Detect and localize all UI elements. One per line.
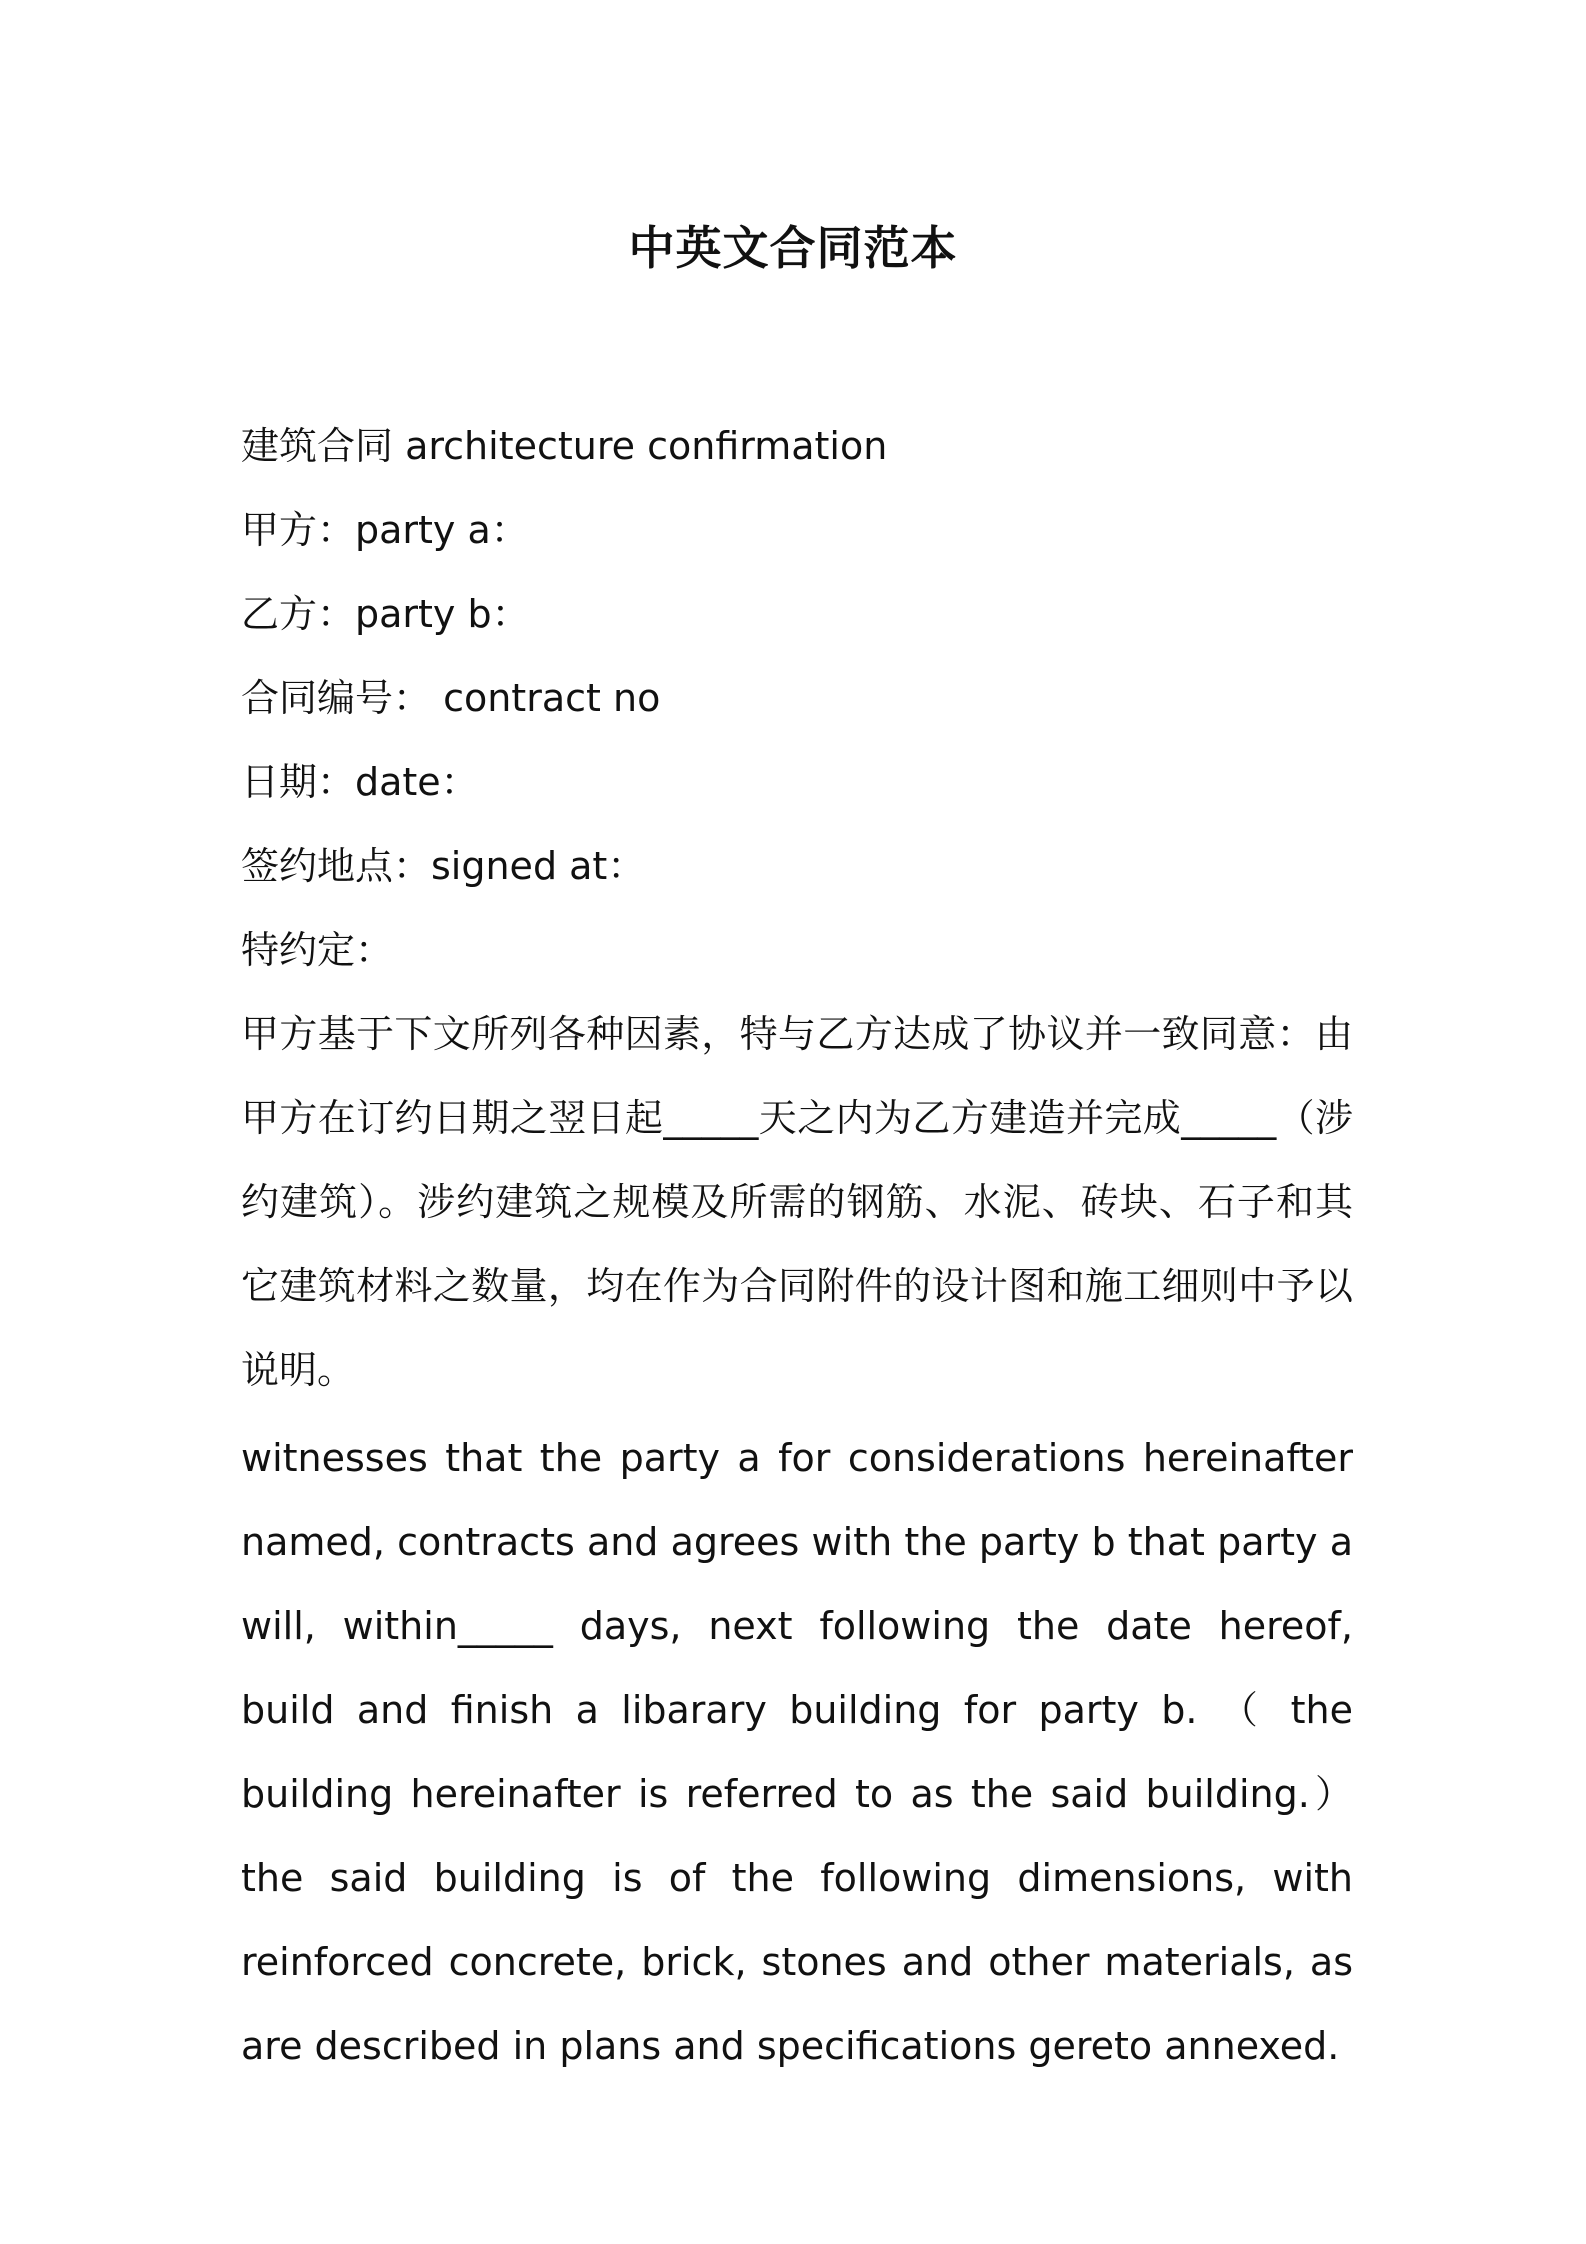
party-b-line: 乙方：party b：	[241, 592, 530, 636]
date-line: 日期：date：	[241, 760, 479, 804]
signed-at-line: 签约地点：signed at：	[241, 844, 646, 888]
party-a-line: 甲方：party a：	[241, 508, 529, 552]
english-paragraph: witnesses that the party a for considerations hereinafter named, contracts and agrees with the party b that party a will, within_____ days, next following the date hereof, build and finish a libarary building for party b. （ the building hereinafter is referred to as the said building.） the said building is of the following dimensions, with reinforced concrete, brick, stones and other materials, as are described in plans and specifications gereto annexed.	[241, 1436, 1353, 2068]
document-body	[241, 404, 1353, 2088]
chinese-paragraph: 甲方基于下文所列各种因素，特与乙方达成了协议并一致同意：由甲方在订约日期之翌日起_____天之内为乙方建造并完成_____（涉约建筑）。涉约建筑之规模及所需的钢筋、水泥、砖块、石子和其它建筑材料之数量，均在作为合同附件的设计图和施工细则中予以说明。	[241, 1012, 1353, 1392]
contract-heading-line: 建筑合同 architecture confirmation	[241, 424, 888, 468]
agreement-intro-line: 特约定：	[241, 928, 394, 972]
document-title: 中英文合同范本	[628, 221, 958, 275]
contract-number-line: 合同编号： contract no	[241, 676, 661, 720]
